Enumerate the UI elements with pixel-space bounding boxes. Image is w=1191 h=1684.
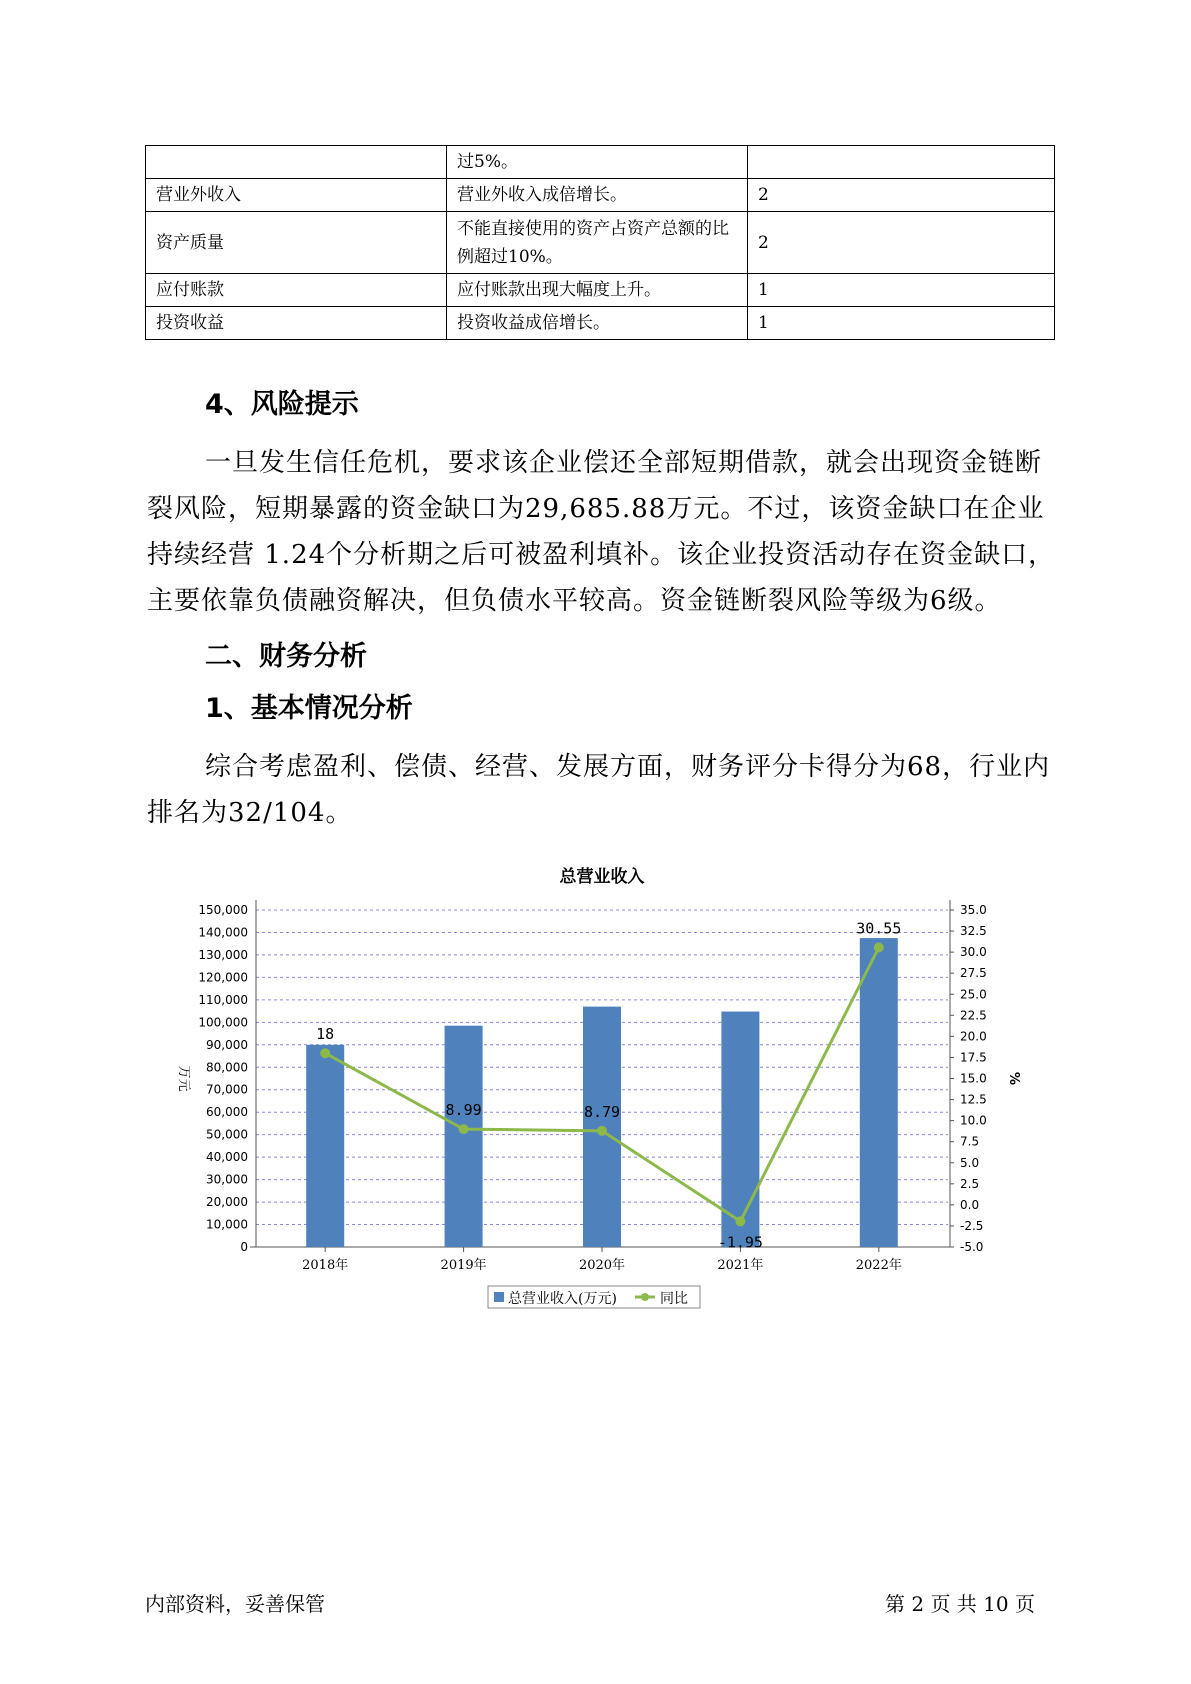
y2-tick-label: 27.5 [960, 966, 987, 981]
x-tick-label: 2021年 [717, 1258, 764, 1273]
y-tick-label: 70,000 [206, 1082, 248, 1097]
legend-line-marker [641, 1293, 649, 1301]
indicator-cell: 营业外收入 [146, 179, 447, 212]
y-tick-label: 140,000 [198, 925, 248, 940]
description-cell: 投资收益成倍增长。 [447, 307, 748, 340]
y-tick-label: 60,000 [206, 1105, 248, 1120]
risk-heading: 4、风险提示 [205, 389, 359, 420]
x-tick-label: 2020年 [578, 1258, 626, 1273]
level-cell [748, 146, 1055, 179]
y2-tick-label: 7.5 [960, 1134, 980, 1149]
y-tick-label: 80,000 [206, 1060, 248, 1075]
table-row [146, 307, 1055, 340]
y-tick-label: 20,000 [206, 1195, 248, 1210]
basic-analysis-heading: 1、基本情况分析 [205, 693, 413, 724]
y2-tick-label: 32.5 [960, 924, 987, 939]
x-tick-label: 2018年 [302, 1258, 349, 1273]
y2-axis-label: % [1006, 1071, 1021, 1086]
level-cell: 1 [748, 307, 1055, 340]
y-tick-label: 10,000 [206, 1217, 248, 1232]
y2-tick-label: 2.5 [960, 1176, 980, 1191]
y-tick-label: 130,000 [198, 947, 248, 962]
y-tick-label: 110,000 [198, 992, 248, 1007]
level-cell: 1 [748, 274, 1055, 307]
risk-indicator-table [145, 145, 1055, 340]
indicator-cell: 资产质量 [146, 212, 447, 274]
y2-tick-label: 20.0 [960, 1029, 987, 1044]
y2-tick-label: 0.0 [960, 1197, 980, 1212]
revenue-chart [160, 860, 1030, 1320]
data-label: 8.99 [445, 1101, 482, 1120]
table-row [146, 179, 1055, 212]
y2-tick-label: 15.0 [960, 1071, 987, 1086]
description-cell: 过5%。 [447, 146, 748, 179]
table-row [146, 274, 1055, 307]
y-tick-label: 150,000 [198, 903, 248, 917]
x-tick-label: 2022年 [855, 1258, 902, 1273]
yoy-point [597, 1126, 607, 1136]
indicator-cell: 应付账款 [146, 274, 447, 307]
y-tick-label: 40,000 [206, 1150, 248, 1165]
table-row [146, 212, 1055, 274]
bar [306, 1045, 344, 1247]
y2-tick-label: 5.0 [960, 1155, 980, 1170]
legend-line-label: 同比 [660, 1291, 688, 1307]
x-tick-label: 2019年 [440, 1258, 487, 1273]
y-tick-label: 30,000 [206, 1172, 248, 1187]
y2-tick-label: 17.5 [960, 1050, 987, 1065]
finance-paragraph: 综合考虑盈利、偿债、经营、发展方面，财务评分卡得分为68，行业内排名为32/104。 [147, 752, 1051, 828]
description-cell: 不能直接使用的资产占资产总额的比例超过10%。 [447, 212, 748, 274]
y2-tick-label: 10.0 [960, 1113, 987, 1128]
level-cell: 2 [748, 179, 1055, 212]
finance-heading: 二、财务分析 [205, 641, 367, 672]
risk-paragraph: 一旦发生信任危机，要求该企业偿还全部短期借款，就会出现资金链断裂风险，短期暴露的资金缺口为29,685.88万元。不过，该资金缺口在企业持续经营 1.24个分析期之后可被盈利填补。该企业投资活动存在资金缺口，主要依靠负债融资解决，但负债水平较高。资金链断裂风险等级为6级。 [147, 448, 1056, 616]
description-cell: 应付账款出现大幅度上升。 [447, 274, 748, 307]
bar [445, 1026, 483, 1247]
indicator-cell [146, 146, 447, 179]
y-tick-label: 100,000 [198, 1015, 248, 1030]
y2-tick-label: 30.0 [960, 945, 987, 960]
y-axis-label: 万元 [176, 1065, 191, 1092]
footer-confidential: 内部资料，妥善保管 [145, 1592, 325, 1616]
yoy-point [320, 1048, 330, 1058]
y-tick-label: 120,000 [198, 970, 248, 985]
table-row [146, 146, 1055, 179]
legend-bar-label: 总营业收入(万元) [508, 1291, 617, 1307]
y2-tick-label: -2.5 [960, 1218, 984, 1233]
y-tick-label: 50,000 [206, 1127, 248, 1142]
yoy-point [735, 1216, 745, 1226]
data-label: 30.55 [856, 919, 902, 938]
y-tick-label: 0 [240, 1240, 248, 1254]
yoy-point [874, 942, 884, 952]
y2-tick-label: 25.0 [960, 987, 987, 1002]
y2-tick-label: -5.0 [960, 1240, 984, 1254]
legend-bar-swatch [494, 1292, 504, 1302]
data-label: -1.95 [717, 1233, 763, 1252]
level-cell: 2 [748, 212, 1055, 274]
bar [860, 938, 898, 1247]
yoy-point [459, 1124, 469, 1134]
footer-page-number: 第 2 页 共 10 页 [885, 1592, 1035, 1616]
y2-tick-label: 12.5 [960, 1092, 987, 1107]
y2-tick-label: 35.0 [960, 903, 987, 917]
data-label: 8.79 [583, 1102, 621, 1121]
y-tick-label: 90,000 [206, 1037, 248, 1052]
description-cell: 营业外收入成倍增长。 [447, 179, 748, 212]
indicator-cell: 投资收益 [146, 307, 447, 340]
data-label: 18 [316, 1025, 335, 1044]
y2-tick-label: 22.5 [960, 1008, 987, 1023]
chart-title: 总营业收入 [559, 867, 645, 887]
